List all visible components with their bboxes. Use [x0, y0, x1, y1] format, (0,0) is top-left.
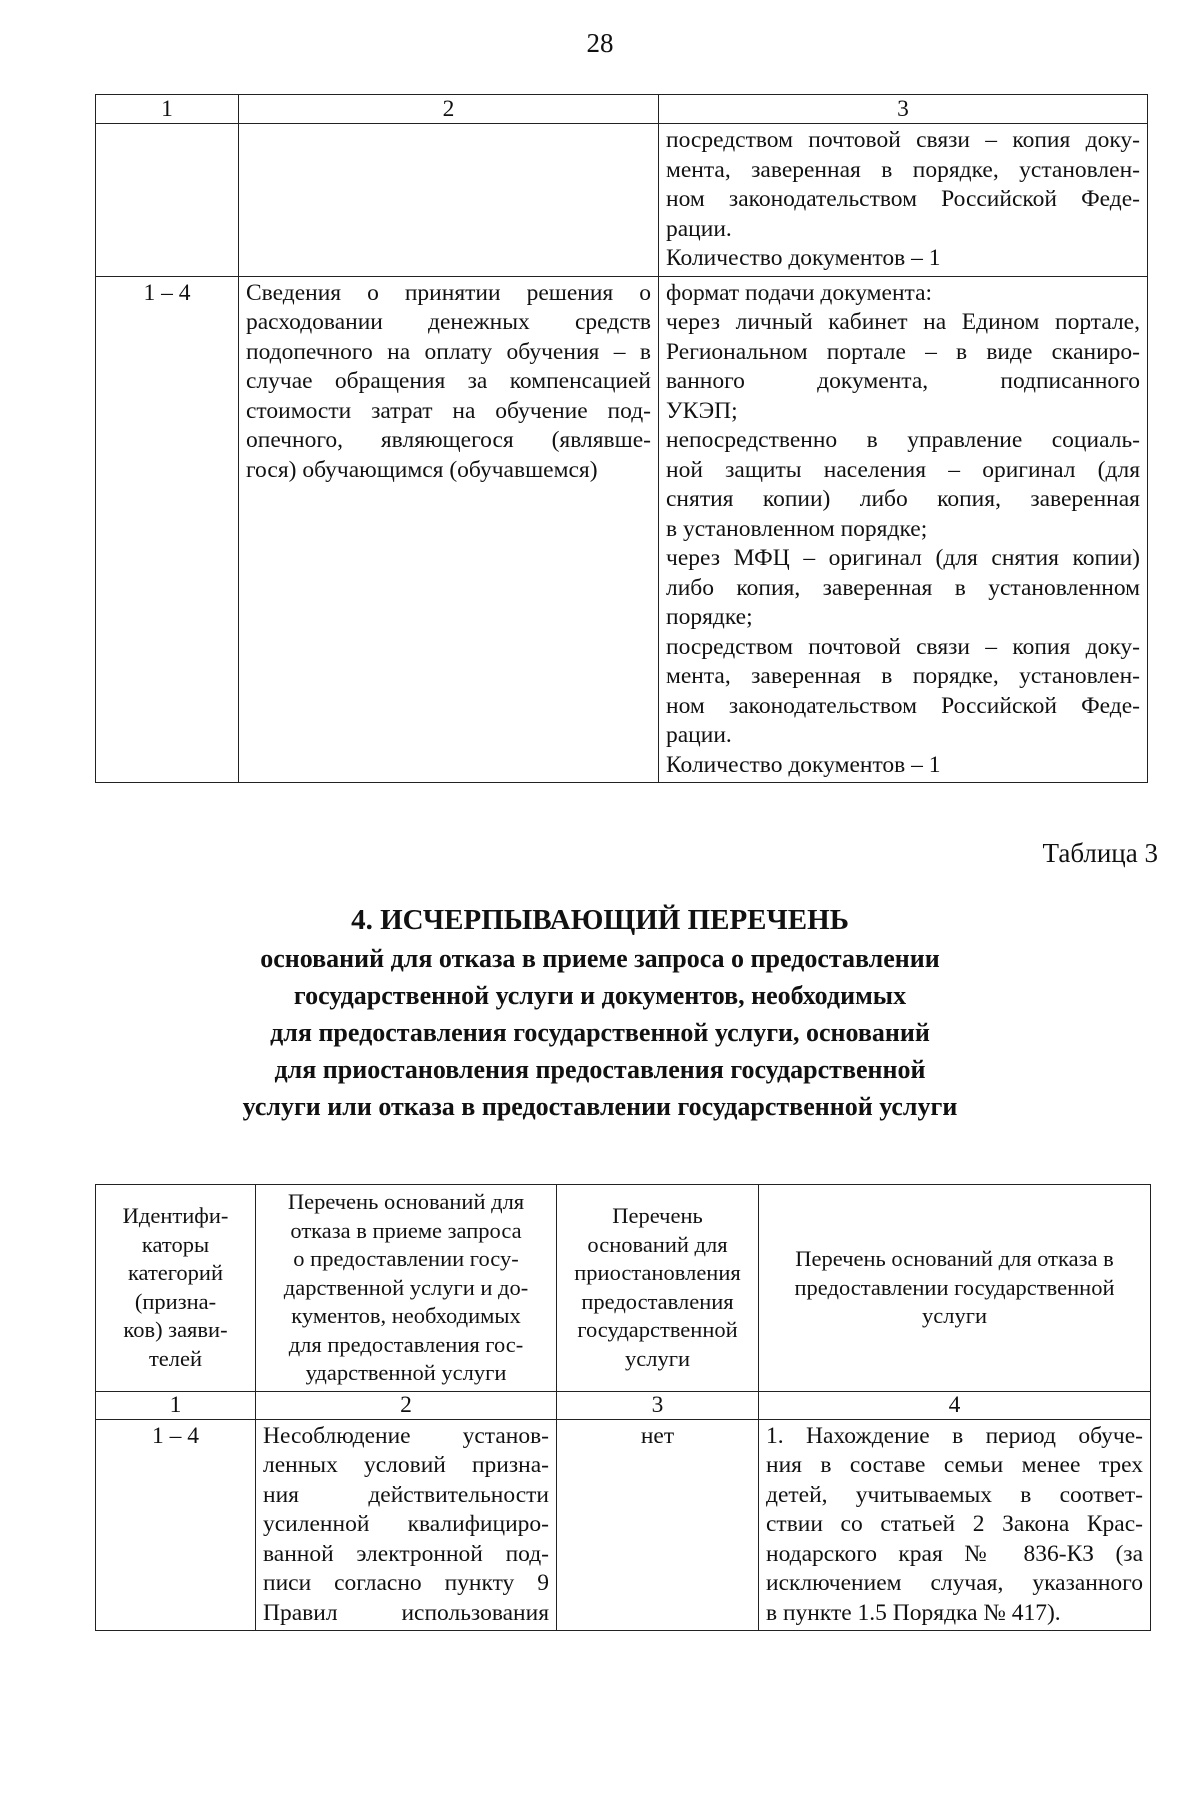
page-number: 28: [586, 28, 614, 58]
column-number: 2: [256, 1391, 557, 1419]
cell-line: УКЭП;: [666, 397, 738, 424]
cell-line: ном законодательством Российской Феде-: [666, 692, 1140, 719]
column-number: 4: [759, 1391, 1151, 1419]
header-line: приостановления: [574, 1260, 741, 1286]
cell-line: рации.: [666, 215, 732, 242]
cell-line: ной защиты населения – оригинал (для: [666, 456, 1140, 483]
cell-line: через МФЦ – оригинал (для снятия копии): [666, 545, 1140, 571]
header-line: о предоставлении госу-: [293, 1246, 519, 1271]
header-line: отказа в приеме запроса: [290, 1217, 522, 1243]
cell-line: посредством почтовой связи – копия доку-: [666, 633, 1140, 660]
table-cell: [239, 276, 659, 783]
cell-line: рации.: [666, 722, 732, 748]
header-line: для предоставления гос-: [288, 1331, 524, 1357]
cell-line: непосредственно в управление социаль-: [666, 427, 1140, 453]
header-line: ударственной услуги: [305, 1360, 507, 1385]
heading-title: 4. ИСЧЕРПЫВАЮЩИЙ ПЕРЕЧЕНЬ: [351, 904, 849, 936]
heading-subtitle-line: услуги или отказа в предоставлении государственной услуги: [242, 1092, 958, 1121]
header-cell: [96, 1185, 256, 1392]
header-line: государственной: [577, 1317, 738, 1343]
header-line: категорий: [127, 1260, 224, 1286]
header-line: телей: [148, 1345, 203, 1371]
header-line: услуги: [922, 1303, 987, 1328]
cell-line: в пункте 1.5 Порядка № 417).: [766, 1599, 1061, 1626]
cell-line: ния в составе семьи менее трех: [766, 1452, 1143, 1478]
cell-line: снятия копии) либо копия, заверенная: [666, 486, 1140, 512]
header-line: Перечень оснований для отказа в: [795, 1246, 1114, 1271]
cell-line: порядке;: [666, 604, 753, 630]
cell-line: Количество документов – 1: [666, 751, 941, 778]
cell-line: формат подачи документа:: [666, 279, 933, 306]
cell-line: Количество документов – 1: [666, 245, 941, 271]
cell-line: мента, заверенная в порядке, установлен-: [666, 156, 1140, 183]
header-cell: [557, 1185, 759, 1392]
table-cell: [256, 1419, 557, 1631]
cell-line: нодарского края № 836-КЗ (за: [766, 1540, 1143, 1567]
table-row: [96, 124, 1148, 277]
header-line: Идентифи-: [122, 1203, 229, 1229]
table-cell: нет: [557, 1419, 759, 1631]
column-number: 1: [96, 1391, 256, 1419]
header-cell: 1: [96, 95, 239, 124]
cell-line: либо копия, заверенная в установленном: [666, 574, 1140, 601]
cell-line: через личный кабинет на Едином портале,: [666, 309, 1140, 335]
heading-subtitle-line: для предоставления государственной услуги, оснований: [270, 1018, 930, 1047]
table-cell: [96, 124, 239, 277]
cell-line: подопечного на оплату обучения – в: [246, 338, 651, 365]
header-line: предоставления: [581, 1288, 734, 1314]
heading-subtitle-line: оснований для отказа в приеме запроса о предоставлении: [260, 944, 940, 973]
cell-line: гося) обучающимся (обучавшемся): [246, 456, 598, 483]
cell-line: ленных условий призна-: [263, 1452, 549, 1478]
header-line: ков) заяви-: [123, 1317, 228, 1343]
table-header-row: [96, 95, 1148, 124]
cell-line: посредством почтовой связи – копия доку-: [666, 127, 1140, 153]
section-heading: [0, 900, 1200, 1125]
header-line: кументов, необходимых: [291, 1303, 521, 1328]
cell-line: исключением случая, указанного: [766, 1570, 1143, 1596]
cell-line: 1. Нахождение в период обуче-: [766, 1422, 1143, 1449]
cell-line: мента, заверенная в порядке, установлен-: [666, 663, 1140, 689]
cell-line: опечного, являющегося (являвше-: [246, 427, 651, 453]
refusal-grounds-table: [95, 1184, 1151, 1631]
table-cell: 1 – 4: [96, 1419, 256, 1631]
header-line: Перечень оснований для: [287, 1189, 525, 1214]
header-line: дарственной услуги и до-: [283, 1274, 529, 1300]
table-cell: [659, 276, 1148, 783]
table-row: [96, 1419, 1151, 1631]
cell-line: Региональном портале – в виде сканиро-: [666, 338, 1140, 365]
header-cell: [759, 1185, 1151, 1392]
cell-line: ствии со статьей 2 Закона Крас-: [766, 1511, 1143, 1537]
cell-line: случае обращения за компенсацией: [246, 368, 651, 394]
cell-line: стоимости затрат на обучение под-: [246, 397, 651, 424]
cell-line: Сведения о принятии решения о: [246, 279, 651, 306]
column-number: 3: [557, 1391, 759, 1419]
heading-subtitle-line: государственной услуги и документов, необходимых: [293, 981, 907, 1010]
cell-line: ном законодательством Российской Феде-: [666, 186, 1140, 212]
cell-line: ния действительности: [263, 1481, 549, 1508]
header-cell: 2: [239, 95, 659, 124]
header-line: предоставлении государственной: [794, 1274, 1115, 1300]
table-cell: [759, 1419, 1151, 1631]
header-line: услуги: [625, 1345, 690, 1371]
documents-table: [95, 94, 1148, 783]
header-line: оснований для: [587, 1231, 728, 1257]
cell-line: в установленном порядке;: [666, 515, 928, 542]
cell-line: писи согласно пункту 9: [263, 1570, 549, 1596]
cell-line: Несоблюдение установ-: [263, 1422, 549, 1449]
table-cell: [239, 124, 659, 277]
column-number-row: [96, 1391, 1151, 1419]
cell-line: ванного документа, подписанного: [666, 368, 1140, 394]
cell-line: Правил использования: [263, 1599, 549, 1626]
cell-line: усиленной квалифициро-: [263, 1511, 549, 1537]
table-row: [96, 276, 1148, 783]
table-cell: 1 – 4: [96, 276, 239, 783]
table-cell: [659, 124, 1148, 277]
cell-line: расходовании денежных средств: [246, 309, 651, 335]
header-cell: 3: [659, 95, 1148, 124]
header-line: Перечень: [612, 1203, 703, 1229]
header-line: (призна-: [134, 1288, 217, 1314]
cell-line: детей, учитываемых в соответ-: [766, 1481, 1143, 1508]
cell-line: ванной электронной под-: [263, 1540, 549, 1567]
table-header-row: [96, 1185, 1151, 1392]
header-cell: [256, 1185, 557, 1392]
header-line: каторы: [141, 1231, 210, 1257]
table-label: Таблица 3: [1042, 838, 1158, 868]
heading-subtitle-line: для приостановления предоставления государственной: [274, 1055, 926, 1084]
